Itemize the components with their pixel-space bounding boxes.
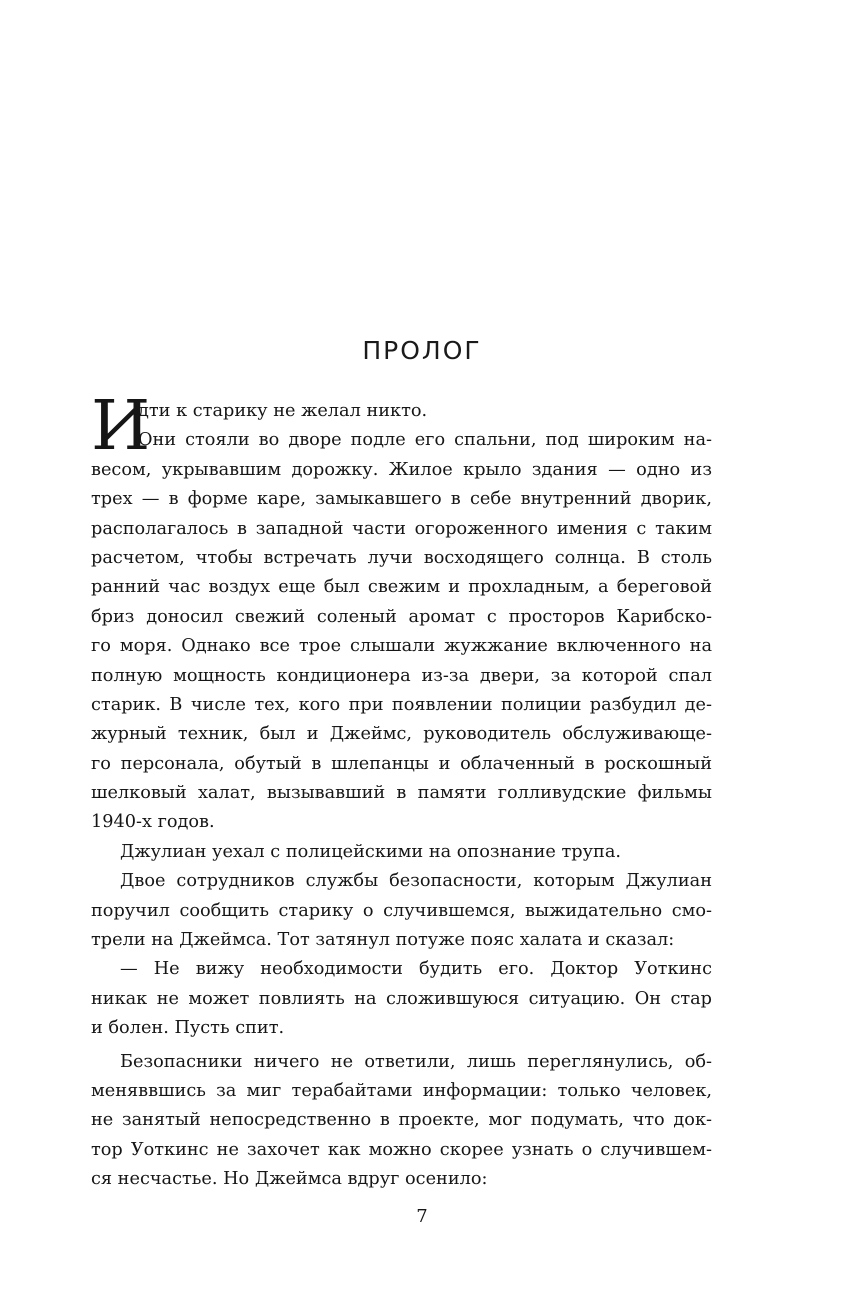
text-line: никак не может повлиять на сложившуюся ситуацию. Он стар xyxy=(91,988,712,1009)
text-line: 1940-х годов. xyxy=(91,812,215,833)
text-line: ся несчастье. Но Джеймса вдруг осенило: xyxy=(91,1169,488,1190)
text-line: — Не вижу необходимости будить его. Доктор Уоткинс xyxy=(120,959,712,980)
text-line: Двое сотрудников службы безопасности, которым Джулиан xyxy=(120,871,712,892)
text-line: бриз доносил свежий соленый аромат с просторов Карибско- xyxy=(91,606,712,627)
text-line: и болен. Пусть спит. xyxy=(91,1018,285,1039)
text-line: расчетом, чтобы встречать лучи восходящего солнца. В столь xyxy=(91,547,712,568)
text-line: Джулиан уехал с полицейскими на опознание трупа. xyxy=(120,841,621,862)
text-line: располагалось в западной части огороженного имения с таким xyxy=(91,518,712,539)
chapter-title: ПРОЛОГ xyxy=(362,336,482,365)
text-line: полную мощность кондиционера из-за двери, за которой спал xyxy=(91,665,712,686)
page-number: 7 xyxy=(416,1206,428,1227)
text-line: шелковый халат, вызывавший в памяти голливудские фильмы xyxy=(91,783,712,804)
text-line: журный техник, был и Джеймс, руководитель обслуживающе- xyxy=(91,724,712,745)
text-line: ранний час воздух еще был свежим и прохладным, а береговой xyxy=(91,577,712,598)
text-line: трех — в форме каре, замыкавшего в себе внутренний дворик, xyxy=(91,489,712,510)
text-line: го моря. Однако все трое слышали жужжание включенного на xyxy=(91,636,712,657)
text-line: поручил сообщить старику о случившемся, выжидательно смо- xyxy=(91,900,712,921)
text-line: трели на Джеймса. Тот затянул потуже пояс халата и сказал: xyxy=(91,930,675,951)
text-line: го персонала, обутый в шлепанцы и облаченный в роскошный xyxy=(91,753,712,774)
text-line: не занятый непосредственно в проекте, мог подумать, что док- xyxy=(91,1110,712,1131)
text-line: дти к старику не желал никто. xyxy=(138,401,428,421)
text-line: старик. В числе тех, кого при появлении полиции разбудил де- xyxy=(91,694,712,715)
text-line: меняввшись за миг терабайтами информации: только человек, xyxy=(91,1080,712,1101)
text-line: Безопасники ничего не ответили, лишь переглянулись, об- xyxy=(120,1051,712,1072)
drop-cap: И xyxy=(91,387,151,466)
text-line: Они стояли во дворе подле его спальни, под широким на- xyxy=(138,430,712,451)
body-text xyxy=(91,387,712,1195)
text-lines xyxy=(91,387,712,1195)
text-line: тор Уоткинс не захочет как можно скорее узнать о случившем- xyxy=(91,1139,712,1160)
text-line: весом, укрывавшим дорожку. Жилое крыло здания — одно из xyxy=(91,459,712,480)
